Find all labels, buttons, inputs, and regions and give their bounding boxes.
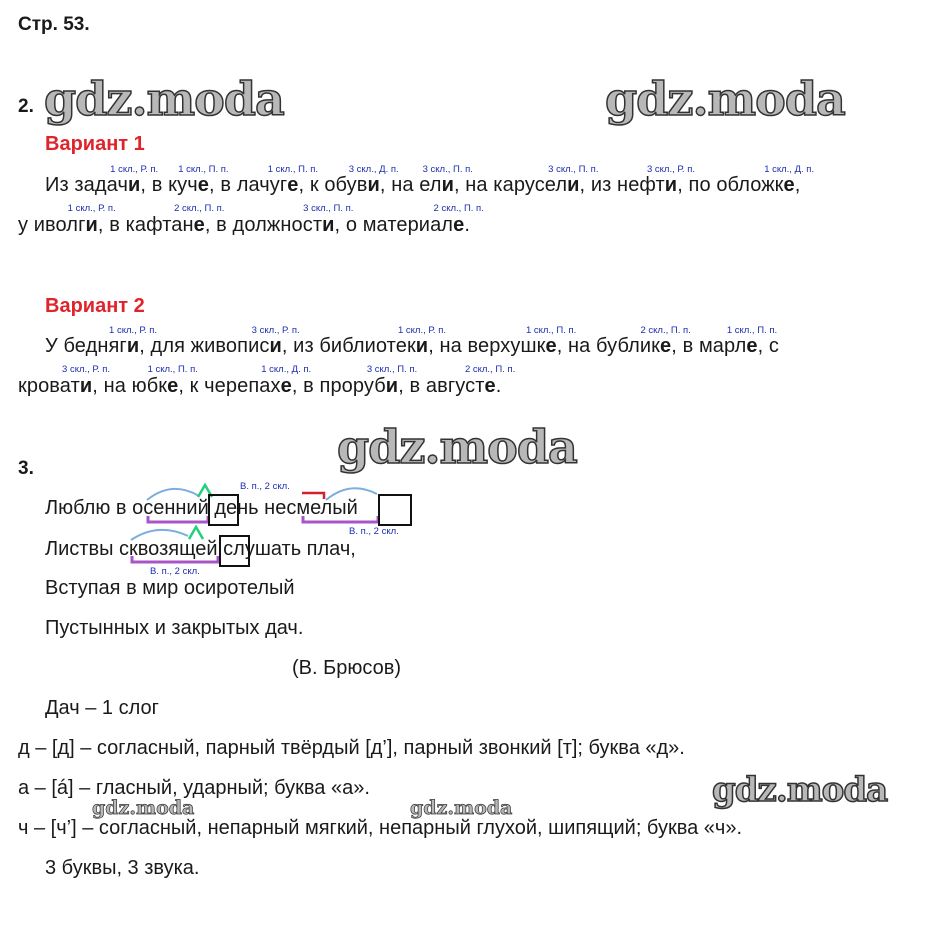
- case-ending: и: [415, 335, 429, 357]
- text-segment: у иволг: [18, 214, 86, 236]
- text-segment: , к черепах: [178, 375, 281, 397]
- case-ending: и: [127, 174, 141, 196]
- case-label: 2 скл., П. п.: [640, 325, 691, 336]
- watermark: gdz.moda: [337, 420, 577, 474]
- task-number: 2.: [18, 96, 34, 117]
- case-label: 3 скл., П. п.: [366, 364, 418, 375]
- poem-word-nesmelyy: несмелый: [264, 497, 358, 519]
- poem-author: (В. Брюсов): [292, 657, 401, 679]
- text-segment: кроват: [18, 375, 80, 397]
- case-label: 1 скл., Р. п.: [67, 203, 116, 214]
- case-label: 1 скл., П. п.: [525, 325, 577, 336]
- text-segment: , в марл: [671, 335, 747, 357]
- case-ending: и: [269, 335, 282, 357]
- poem-text: слушать плач,: [217, 538, 356, 560]
- case-ending: е: [167, 375, 179, 397]
- poem-line: Вступая в мир осиротелый: [45, 577, 295, 599]
- case-label: 1 скл., Р. п.: [109, 325, 158, 336]
- case-label: 2 скл., П. п.: [174, 203, 225, 214]
- text-segment: Из задач: [45, 174, 128, 196]
- text-segment: , из нефт: [579, 174, 665, 196]
- poem-text: Листвы: [45, 538, 120, 560]
- text-segment: , в проруб: [291, 375, 386, 397]
- text-segment: , из библиотек: [281, 335, 416, 357]
- case-label: В. п., 2 скл.: [240, 481, 290, 492]
- case-ending: и: [441, 174, 454, 196]
- ending-box: [219, 535, 250, 567]
- watermark: gdz.moda: [605, 72, 845, 126]
- case-ending: е: [746, 335, 758, 357]
- text-segment: , на ел: [379, 174, 442, 196]
- case-ending: и: [126, 335, 140, 357]
- poem-line: Пустынных и закрытых дач.: [45, 617, 304, 639]
- text-segment: , в август: [398, 375, 485, 397]
- watermark: gdz.moda: [410, 797, 513, 819]
- case-ending: е: [280, 375, 292, 397]
- text-segment: , о материал: [334, 214, 454, 236]
- text-segment: , на бублик: [556, 335, 661, 357]
- letters-sounds-total: 3 буквы, 3 звука.: [45, 857, 200, 879]
- text-segment: , к обув: [298, 174, 368, 196]
- text-segment: , в лачуг: [209, 174, 288, 196]
- case-ending: е: [783, 174, 795, 196]
- poem-text: день: [208, 497, 265, 519]
- case-ending: и: [385, 375, 399, 397]
- case-label: 3 скл., Р. п.: [62, 364, 111, 375]
- syllable-count: Дач – 1 слог: [45, 697, 159, 719]
- case-ending: е: [287, 174, 299, 196]
- poem-line: [45, 538, 356, 561]
- text-segment: , с: [757, 335, 779, 357]
- case-label: 3 скл., Д. п.: [348, 164, 399, 175]
- case-label: 1 скл., Р. п.: [110, 164, 159, 175]
- phonetic-line-ch: ч – [ч’] – согласный, непарный мягкий, непарный глухой, шипящий; буква «ч».: [18, 817, 743, 839]
- task-number: 3.: [18, 458, 34, 479]
- text-segment: , в кафтан: [97, 214, 194, 236]
- ending-box: [378, 494, 412, 526]
- text-segment: ,: [794, 174, 801, 196]
- case-ending: и: [664, 174, 678, 196]
- watermark: gdz.moda: [92, 797, 195, 819]
- poem-text: Люблю в: [45, 497, 133, 519]
- case-label: 1 скл., П. п.: [726, 325, 778, 336]
- text-segment: , на юбк: [92, 375, 168, 397]
- case-label: 1 скл., Р. п.: [397, 325, 446, 336]
- case-ending: е: [545, 335, 557, 357]
- case-label: В. п., 2 скл.: [150, 566, 200, 577]
- case-label: 3 скл., П. п.: [422, 164, 473, 175]
- case-ending: е: [660, 335, 672, 357]
- poem-line: [45, 497, 358, 520]
- phonetic-line-a: а – [á] – гласный, ударный; буква «а».: [18, 777, 370, 799]
- case-label: 2 скл., П. п.: [433, 203, 484, 214]
- case-label: 1 скл., Д. п.: [261, 364, 312, 375]
- case-label: 1 скл., П. п.: [267, 164, 319, 175]
- case-ending: и: [567, 174, 580, 196]
- variant-title: Вариант 2: [45, 295, 145, 317]
- case-label: В. п., 2 скл.: [349, 526, 399, 537]
- case-label: 3 скл., Р. п.: [251, 325, 300, 336]
- case-label: 3 скл., Р. п.: [646, 164, 695, 175]
- variant-title: Вариант 1: [45, 133, 145, 155]
- case-label: 3 скл., П. п.: [548, 164, 599, 175]
- phonetic-line-d: д – [д] – согласный, парный твёрдый [д’], парный звонкий [т]; буква «д».: [18, 737, 685, 759]
- poem-word-osenniy: осенний: [132, 497, 209, 519]
- case-ending: е: [197, 174, 209, 196]
- text-segment: , для живопис: [139, 335, 270, 357]
- case-ending: е: [484, 375, 496, 397]
- case-label: 1 скл., П. п.: [147, 364, 198, 375]
- text-segment: , на верхушк: [428, 335, 546, 357]
- case-label: 2 скл., П. п.: [464, 364, 516, 375]
- text-segment: , по обложк: [677, 174, 784, 196]
- page-reference: Стр. 53.: [18, 14, 90, 35]
- text-segment: .: [464, 214, 470, 236]
- text-segment: , в куч: [140, 174, 198, 196]
- text-segment: , в должност: [204, 214, 323, 236]
- case-label: 1 скл., П. п.: [178, 164, 229, 175]
- poem-word-skvozyashchey: сквозящей: [119, 538, 218, 560]
- case-ending: и: [367, 174, 380, 196]
- case-ending: и: [322, 214, 335, 236]
- ending-box: [208, 494, 239, 526]
- case-ending: и: [79, 375, 93, 397]
- case-ending: е: [193, 214, 205, 236]
- text-segment: , на карусел: [453, 174, 568, 196]
- case-ending: и: [85, 214, 98, 236]
- case-label: 1 скл., Д. п.: [764, 164, 815, 175]
- watermark: gdz.moda: [712, 770, 888, 810]
- text-segment: .: [495, 375, 502, 397]
- watermark: gdz.moda: [44, 72, 284, 126]
- case-ending: е: [453, 214, 465, 236]
- text-segment: У бедняг: [45, 335, 127, 357]
- case-label: 3 скл., П. п.: [303, 203, 354, 214]
